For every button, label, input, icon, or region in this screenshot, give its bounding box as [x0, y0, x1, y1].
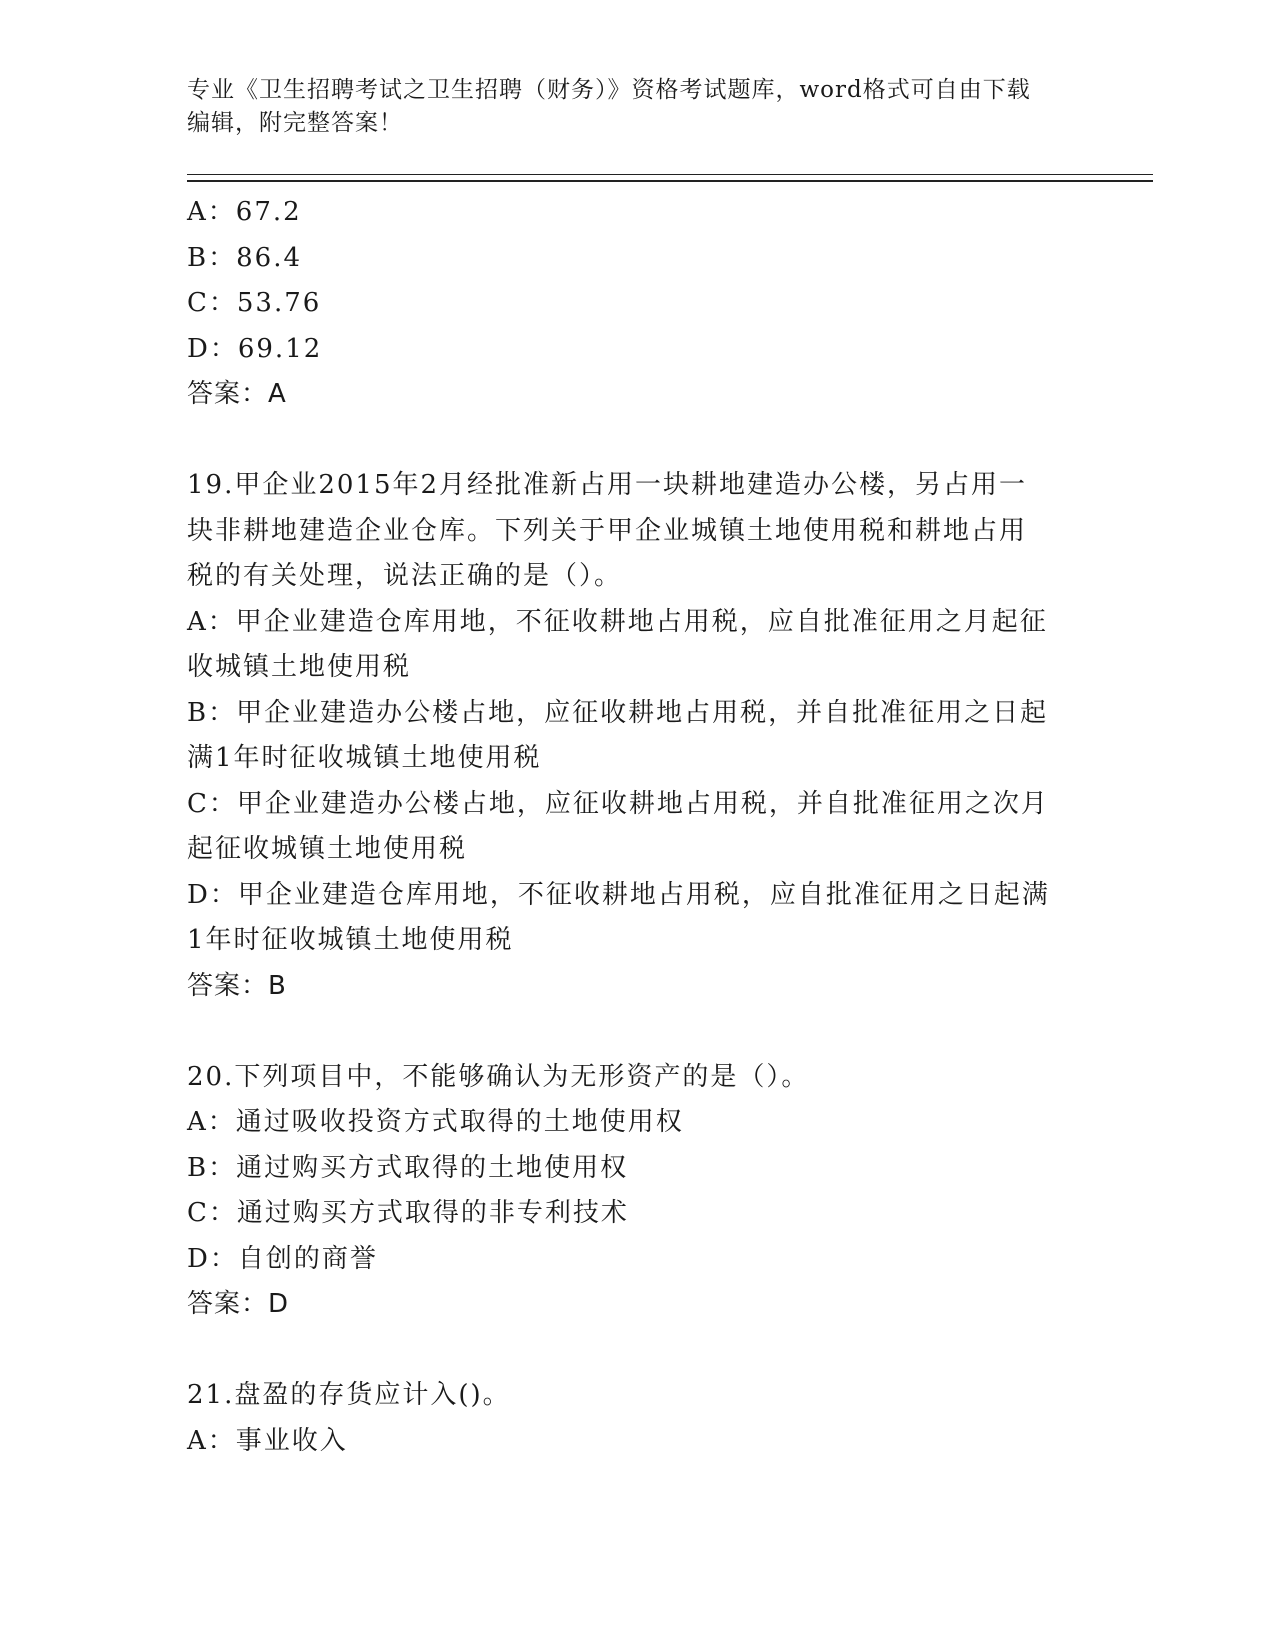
option-c: C：甲企业建造办公楼占地，应征收耕地占用税，并自批准征用之次月 [187, 788, 1049, 819]
question-stem: 块非耕地建造企业仓库。下列关于甲企业城镇土地使用税和耕地占用 [187, 515, 1028, 546]
spacer [187, 1328, 1067, 1374]
option-a: A：通过吸收投资方式取得的土地使用权 [187, 1107, 684, 1137]
option-b: B：86.4 [187, 242, 302, 273]
question-18 [187, 190, 1067, 418]
option-a: A：67.2 [187, 197, 302, 227]
answer: 答案：A [187, 379, 287, 409]
spacer [187, 1009, 1067, 1055]
option-b: B：甲企业建造办公楼占地，应征收耕地占用税，并自批准征用之日起 [187, 697, 1049, 728]
option-c: C：53.76 [187, 288, 322, 318]
option-a: A：事业收入 [187, 1425, 348, 1456]
question-stem: 21.盘盈的存货应计入()。 [187, 1380, 511, 1410]
question-list [187, 190, 1067, 1464]
option-a-cont: 收城镇土地使用税 [187, 652, 412, 682]
answer: 答案：B [187, 970, 287, 1001]
question-stem: 税的有关处理，说法正确的是（）。 [187, 561, 623, 591]
header-divider-thin [187, 174, 1153, 175]
option-b: B：通过购买方式取得的土地使用权 [187, 1152, 629, 1183]
option-d: D：甲企业建造仓库用地，不征收耕地占用税，应自批准征用之日起满 [187, 879, 1050, 910]
header-line-1: 专业《卫生招聘考试之卫生招聘（财务）》资格考试题库，word格式可自由下载 [187, 77, 1031, 103]
header-line-2: 编辑，附完整答案！ [187, 110, 403, 136]
option-d: D：自创的商誉 [187, 1243, 378, 1274]
option-b-cont: 满1年时征收城镇土地使用税 [187, 743, 542, 773]
option-a: A：甲企业建造仓库用地，不征收耕地占用税，应自批准征用之月起征 [187, 606, 1048, 637]
question-21 [187, 1373, 1067, 1464]
option-d: D：69.12 [187, 333, 323, 364]
question-stem: 19.甲企业2015年2月经批准新占用一块耕地建造办公楼，另占用一 [187, 470, 1028, 500]
option-d-cont: 1年时征收城镇土地使用税 [187, 925, 514, 955]
document-header [187, 74, 1067, 140]
spacer [187, 418, 1067, 464]
option-c: C：通过购买方式取得的非专利技术 [187, 1198, 629, 1228]
question-19 [187, 463, 1067, 1009]
header-divider-thick [187, 180, 1153, 182]
answer: 答案：D [187, 1289, 290, 1319]
question-20 [187, 1055, 1067, 1328]
option-c-cont: 起征收城镇土地使用税 [187, 834, 468, 864]
question-stem: 20.下列项目中，不能够确认为无形资产的是（）。 [187, 1061, 810, 1092]
